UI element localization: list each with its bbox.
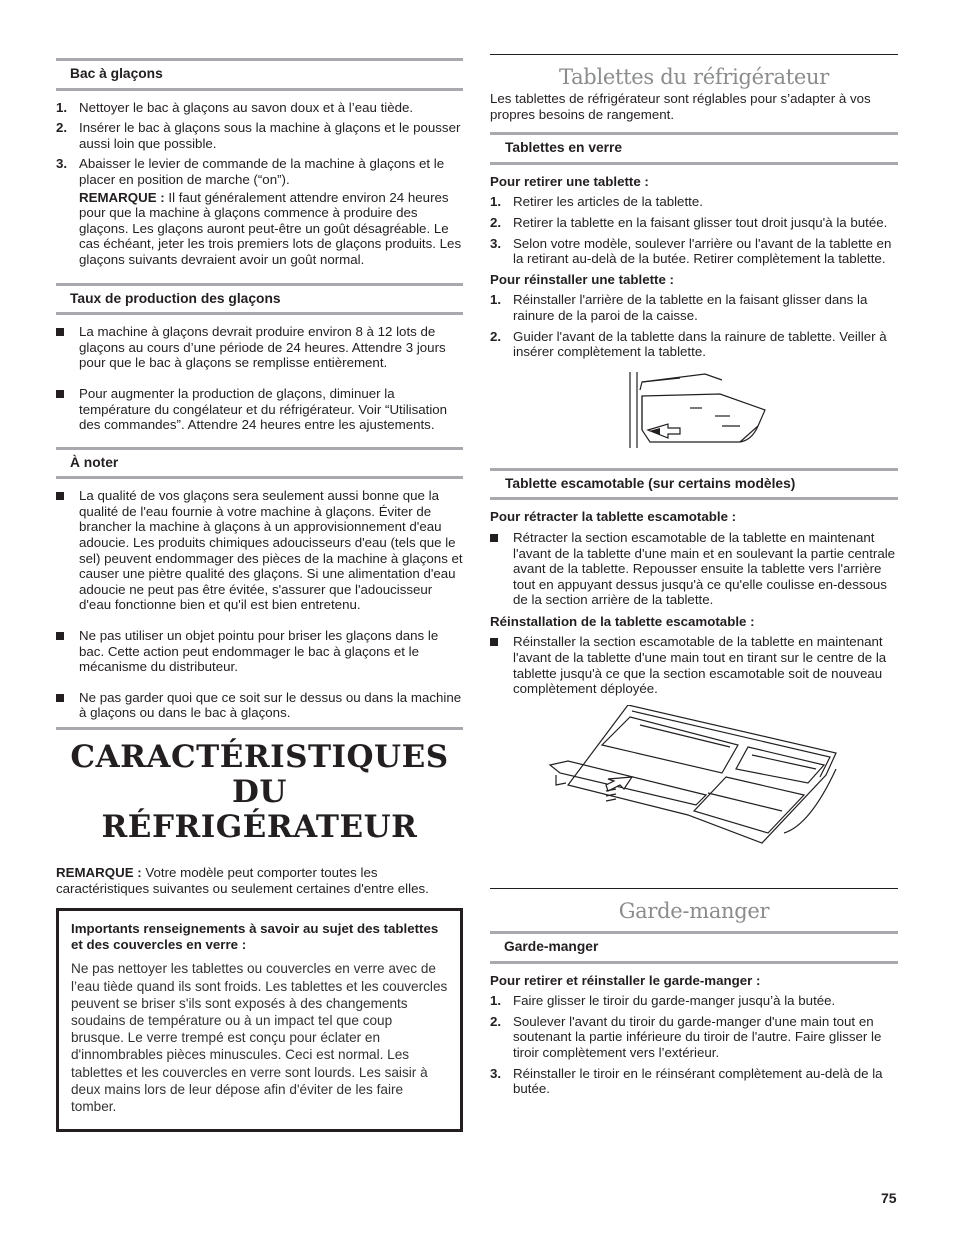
bac-steps (56, 100, 463, 268)
list-item: La qualité de vos glaçons sera seulement aussi bonne que la qualité de l'eau fournie à votre machine à glaçons. Éviter de brancher la machine à glaçons à un approvisionnement d'eau adoucie. Les produits chimiques adoucisseurs d'eau (tels que le sel) peuvent endommager des pièces de la machine à glaçons et causer une piètre qualité des glaçons. Si une alimentation d'eau adoucie ne peut pas être évitée, s'assurer que l'adoucisseur d'eau fonctionne bien et qu'il est bien entretenu. (56, 488, 463, 613)
bullet-square-icon (490, 534, 498, 542)
bullet-square-icon (490, 638, 498, 646)
section-heading-escamotable: Tablette escamotable (sur certains modèles) (490, 468, 898, 501)
divider (490, 54, 898, 55)
tablettes-intro: Les tablettes de réfrigérateur sont réglables pour s’adapter à vos propres besoins de rangement. (490, 91, 871, 122)
section-heading-bac: Bac à glaçons (56, 58, 463, 91)
retracter-label: Pour rétracter la tablette escamotable : (490, 509, 737, 525)
bullet-square-icon (56, 694, 64, 702)
list-item: 1. Faire glisser le tiroir du garde-manger jusqu’à la butée. (490, 993, 836, 1009)
reinstaller-steps (490, 292, 898, 359)
section-heading-verre: Tablettes en verre (490, 132, 898, 165)
section-heading-noter: À noter (56, 447, 463, 480)
glass-shelf-illustration (490, 370, 898, 452)
section-title-garde: Garde-manger (618, 899, 770, 923)
page-number: 75 (881, 1190, 897, 1206)
remark: REMARQUE : Votre modèle peut comporter toutes les caractéristiques suivantes ou seulement certaines d'entre elles. (56, 865, 429, 896)
divider (490, 888, 898, 889)
retirer-steps (490, 194, 898, 266)
list-item: 2. Soulever l'avant du tiroir du garde-manger d'une main tout en soutenant la partie inférieure du tiroir de l'autre. Faire glisser le tiroir complètement vers l’extérieur. (490, 1013, 882, 1060)
page-title: CARACTÉRISTIQUES DU RÉFRIGÉRATEUR (70, 739, 449, 845)
list-item: 2. Retirer la tablette en la faisant glisser tout droit jusqu'à la butée. (490, 214, 888, 230)
list-item: 1. Nettoyer le bac à glaçons au savon doux et à l’eau tiède. (56, 99, 414, 115)
taux-bullets (56, 324, 463, 433)
list-item: Rétracter la section escamotable de la tablette en maintenant l'avant de la tablette d'une main et en soulevant la partie centrale avant de la tablette. Repousser ensuite la tablette vers l'arrière tout en appuyant dessus jusqu'à ce qu'elle coulisse en-dessous de la section arrière de la tablette. (490, 530, 898, 608)
retirer-label: Pour retirer une tablette : (490, 173, 649, 189)
reinst-label: Réinstallation de la tablette escamotable : (490, 613, 755, 629)
list-item: Pour augmenter la production de glaçons, diminuer la température du congélateur et du réfrigérateur. Voir “Utilisation des commandes”. Attendre 24 heures entre les ajustements. (56, 386, 463, 433)
list-item: Ne pas utiliser un objet pointu pour briser les glaçons dans le bac. Cette action peut endommager le bac à glaçons et le mécanisme du distributeur. (56, 628, 463, 675)
list-item: 3. Selon votre modèle, soulever l'arrière ou l'avant de la tablette en la retirant au-delà de la butée. Retirer complètement la tablette. (490, 235, 892, 267)
bullet-square-icon (56, 390, 64, 398)
warning-text: Ne pas nettoyer les tablettes ou couvercles en verre avec de l’eau tiède quand ils sont froids. Les tablettes et les couvercles peuvent se briser s'ils sont exposés à des changements soudains de température ou à un impact tel que coup brusque. Le verre trempé est conçu pour éclater en d'innombrables pièces minuscules. Ceci est normal. Les tablettes et les couvercles en verre sont lourds. Les saisir à deux mains lors de leur dépose afin d'éviter de les faire tomber. (71, 961, 448, 1114)
list-item: 1. Réinstaller l'arrière de la tablette en la faisant glisser dans la rainure de la paroi de la caisse. (490, 292, 868, 323)
retracter-bullets (490, 530, 898, 608)
garde-manger-section (490, 888, 898, 1102)
section-heading-garde: Garde-manger (490, 931, 898, 964)
list-item: La machine à glaçons devrait produire environ 8 à 12 lots de glaçons au cours d’une période de 24 heures. Attendre 3 jours pour que le bac à glaçons se remplisse entièrement. (56, 324, 463, 371)
warning-heading: Importants renseignements à savoir au sujet des tablettes et des couvercles en verre : (71, 921, 439, 952)
list-item: Réinstaller la section escamotable de la tablette en maintenant l'avant de la tablette d'une main tout en tirant sur le centre de la tablette jusqu'à ce que la section escamotable soit de nouveau complètement déployée. (490, 634, 898, 696)
left-column (56, 58, 463, 1132)
bac-note: REMARQUE : Il faut généralement attendre environ 24 heures pour que la machine à glaçons commence à produire des glaçons. Les glaçons auront peut-être un goût désagréable. Le cas échéant, jeter les trois premiers lots de glaçons produits. Les glaçons suivants devraient avoir un goût normal. (79, 189, 462, 267)
bullet-square-icon (56, 632, 64, 640)
right-column (490, 54, 898, 845)
garde-label: Pour retirer et réinstaller le garde-manger : (490, 972, 761, 988)
retractable-shelf-illustration (490, 705, 898, 845)
list-item: 3. Réinstaller le tiroir en le réinsérant complètement au-delà de la butée. (490, 1065, 883, 1097)
list-item: 2. Guider l'avant de la tablette dans la rainure de tablette. Veiller à insérer complètement la tablette. (490, 328, 887, 360)
warning-box (56, 908, 463, 1132)
section-title-tablettes: Tablettes du réfrigérateur (559, 65, 829, 89)
bullet-square-icon (56, 328, 64, 336)
reinst-bullets (490, 634, 898, 696)
list-item: 1. Retirer les articles de la tablette. (490, 194, 703, 210)
noter-bullets (56, 488, 463, 721)
bullet-square-icon (56, 492, 64, 500)
list-item: 3. Abaisser le levier de commande de la machine à glaçons et le placer en position de marche (“on”). REMARQUE : Il faut généralement attendre environ 24 heures pour que la machine à glaçons commence à produire des glaçons. Les glaçons auront peut-être un goût désagréable. Le cas échéant, jeter les trois premiers lots de glaçons produits. Les glaçons suivants devraient avoir un goût normal. (56, 156, 462, 267)
list-item: Ne pas garder quoi que ce soit sur le dessus ou dans la machine à glaçons ou dans le bac à glaçons. (56, 690, 463, 721)
divider (56, 727, 463, 730)
garde-steps (490, 993, 898, 1097)
reinstaller-label: Pour réinstaller une tablette : (490, 271, 674, 287)
section-heading-taux: Taux de production des glaçons (56, 283, 463, 316)
list-item: 2. Insérer le bac à glaçons sous la machine à glaçons et le pousser aussi loin que possible. (56, 120, 461, 151)
